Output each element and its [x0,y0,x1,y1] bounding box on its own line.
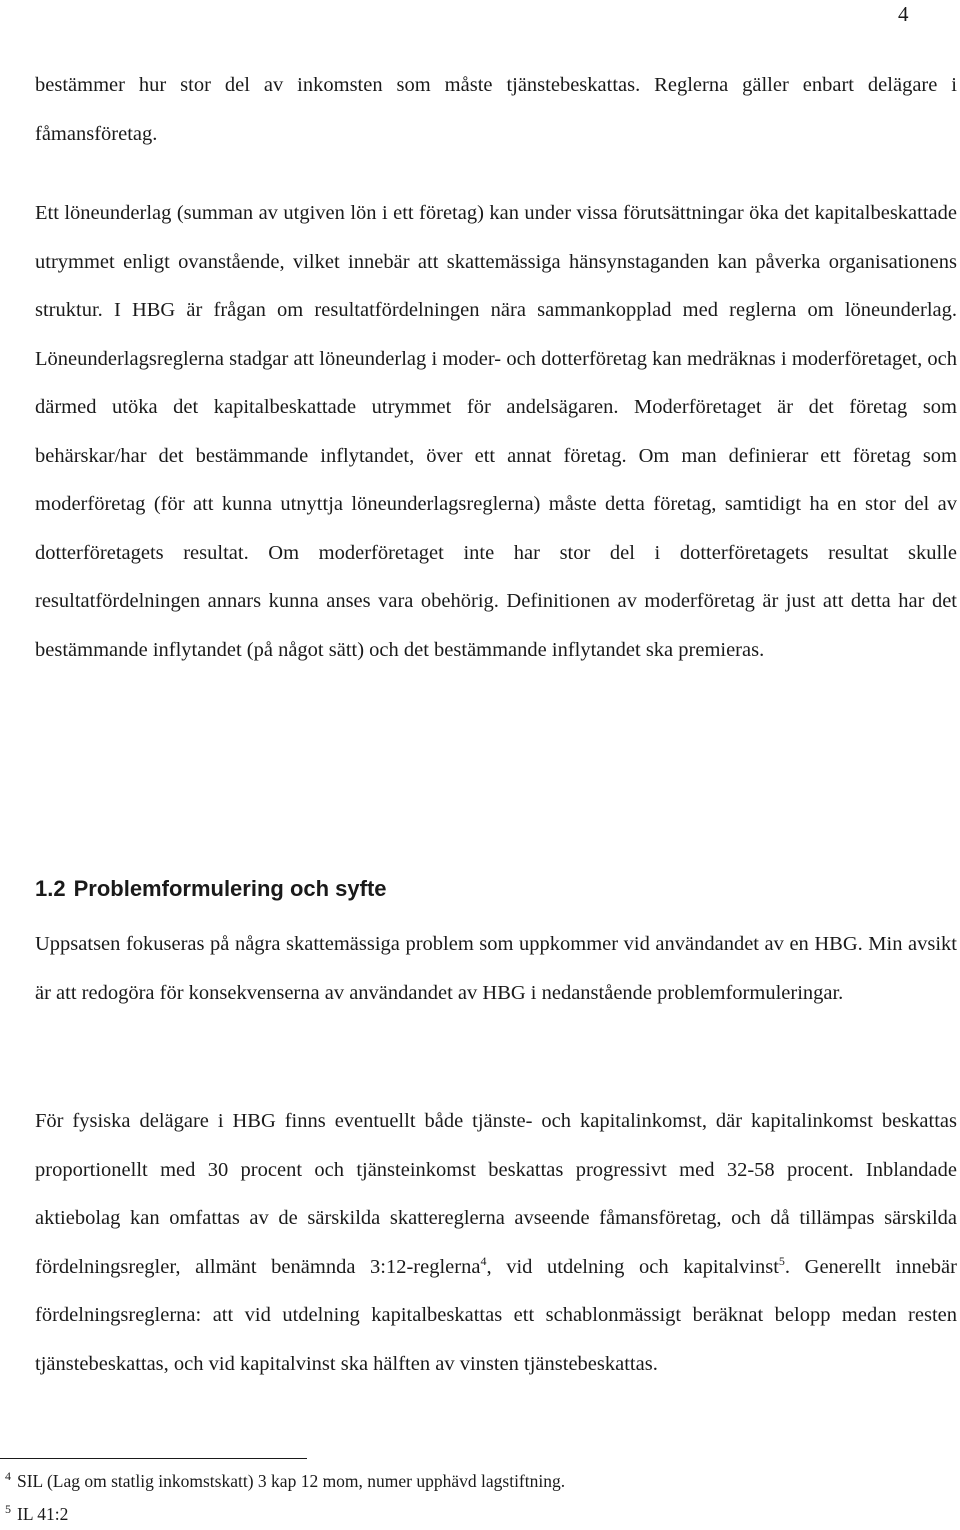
footnote-ref-4[interactable]: 4 [480,1253,487,1268]
paragraph-4-part-3: . Generellt innebär fördelningsreglerna: att vid utdelning kapitalbeskattas ett schablonmässigt beräknat belopp medan resten tjänstebeskattas, och vid kapitalvinst ska hälften av vinsten tjänstebeskattas. [35,1255,957,1375]
section-number: 1.2 [35,876,66,901]
footnote-mark: 5 [5,1502,11,1517]
footnote-ref-5[interactable]: 5 [778,1253,785,1268]
paragraph-2: Ett löneunderlag (summan av utgiven lön i ett företag) kan under vissa förutsättningar öka det kapitalbeskattade utrymmet enligt ovanstående, vilket innebär att skattemässiga hänsynstaganden kan påverka organisationens struktur. I HBG är frågan om resultatfördelningen nära sammankopplad med reglerna om löneunderlag. Löneunderlagsreglerna stadgar att löneunderlag i moder- och dotterföretag kan medräknas i moderföretaget, och därmed utöka det kapitalbeskattade utrymmet för andelsägaren. Moderföretaget är det företag som behärskar/har det bestämmande inflytandet, över ett annat företag. Om man definierar ett företag som moderföretag (för att kunna utnyttja löneunderlagsreglerna) måste detta företag, samtidigt ha en stor del av dotterföretagets resultat. Om moderföretaget inte har stor del i dotterföretagets resultat skulle resultatfördelningen annars kunna anses vara obehörig. Definitionen av moderföretag är just att detta har det bestämmande inflytandet (på något sätt) och det bestämmande inflytandet ska premieras. [35,202,957,661]
footnote-mark: 4 [5,1469,11,1484]
paragraph-3: Uppsatsen fokuseras på några skattemässiga problem som uppkommer vid användandet av en HBG. Min avsikt är att redogöra för konsekvenserna av användandet av HBG i nedanstående problemformuleringar. [35,933,957,1004]
paragraph-4 [35,1097,957,1388]
section-title: Problemformulering och syfte [73,876,387,901]
paragraph-1: bestämmer hur stor del av inkomsten som måste tjänstebeskattas. Reglerna gäller enbart delägare i fåmansföretag. [35,74,957,145]
footnote-text: SIL (Lag om statlig inkomstskatt) 3 kap 12 mom, numer upphävd lagstiftning. [17,1471,566,1491]
paragraph-4-part-2: , vid utdelning och kapitalvinst [486,1255,779,1278]
section-heading [35,876,387,902]
footnote-4 [5,1470,565,1492]
page-number: 4 [898,2,909,26]
footnote-5 [5,1503,68,1525]
paragraph-4-part-1: För fysiska delägare i HBG finns eventuellt både tjänste- och kapitalinkomst, där kapitalinkomst beskattas proportionellt med 30 procent och tjänsteinkomst beskattas progressivt med 32-58 procent. Inblandade aktiebolag kan omfattas av de särskilda skattereglerna avseende fåmansföretag, och då tillämpas särskilda fördelningsregler, allmänt benämnda 3:12-reglerna [35,1110,957,1278]
footnote-text: IL 41:2 [17,1504,69,1524]
footnote-divider [0,1458,307,1459]
